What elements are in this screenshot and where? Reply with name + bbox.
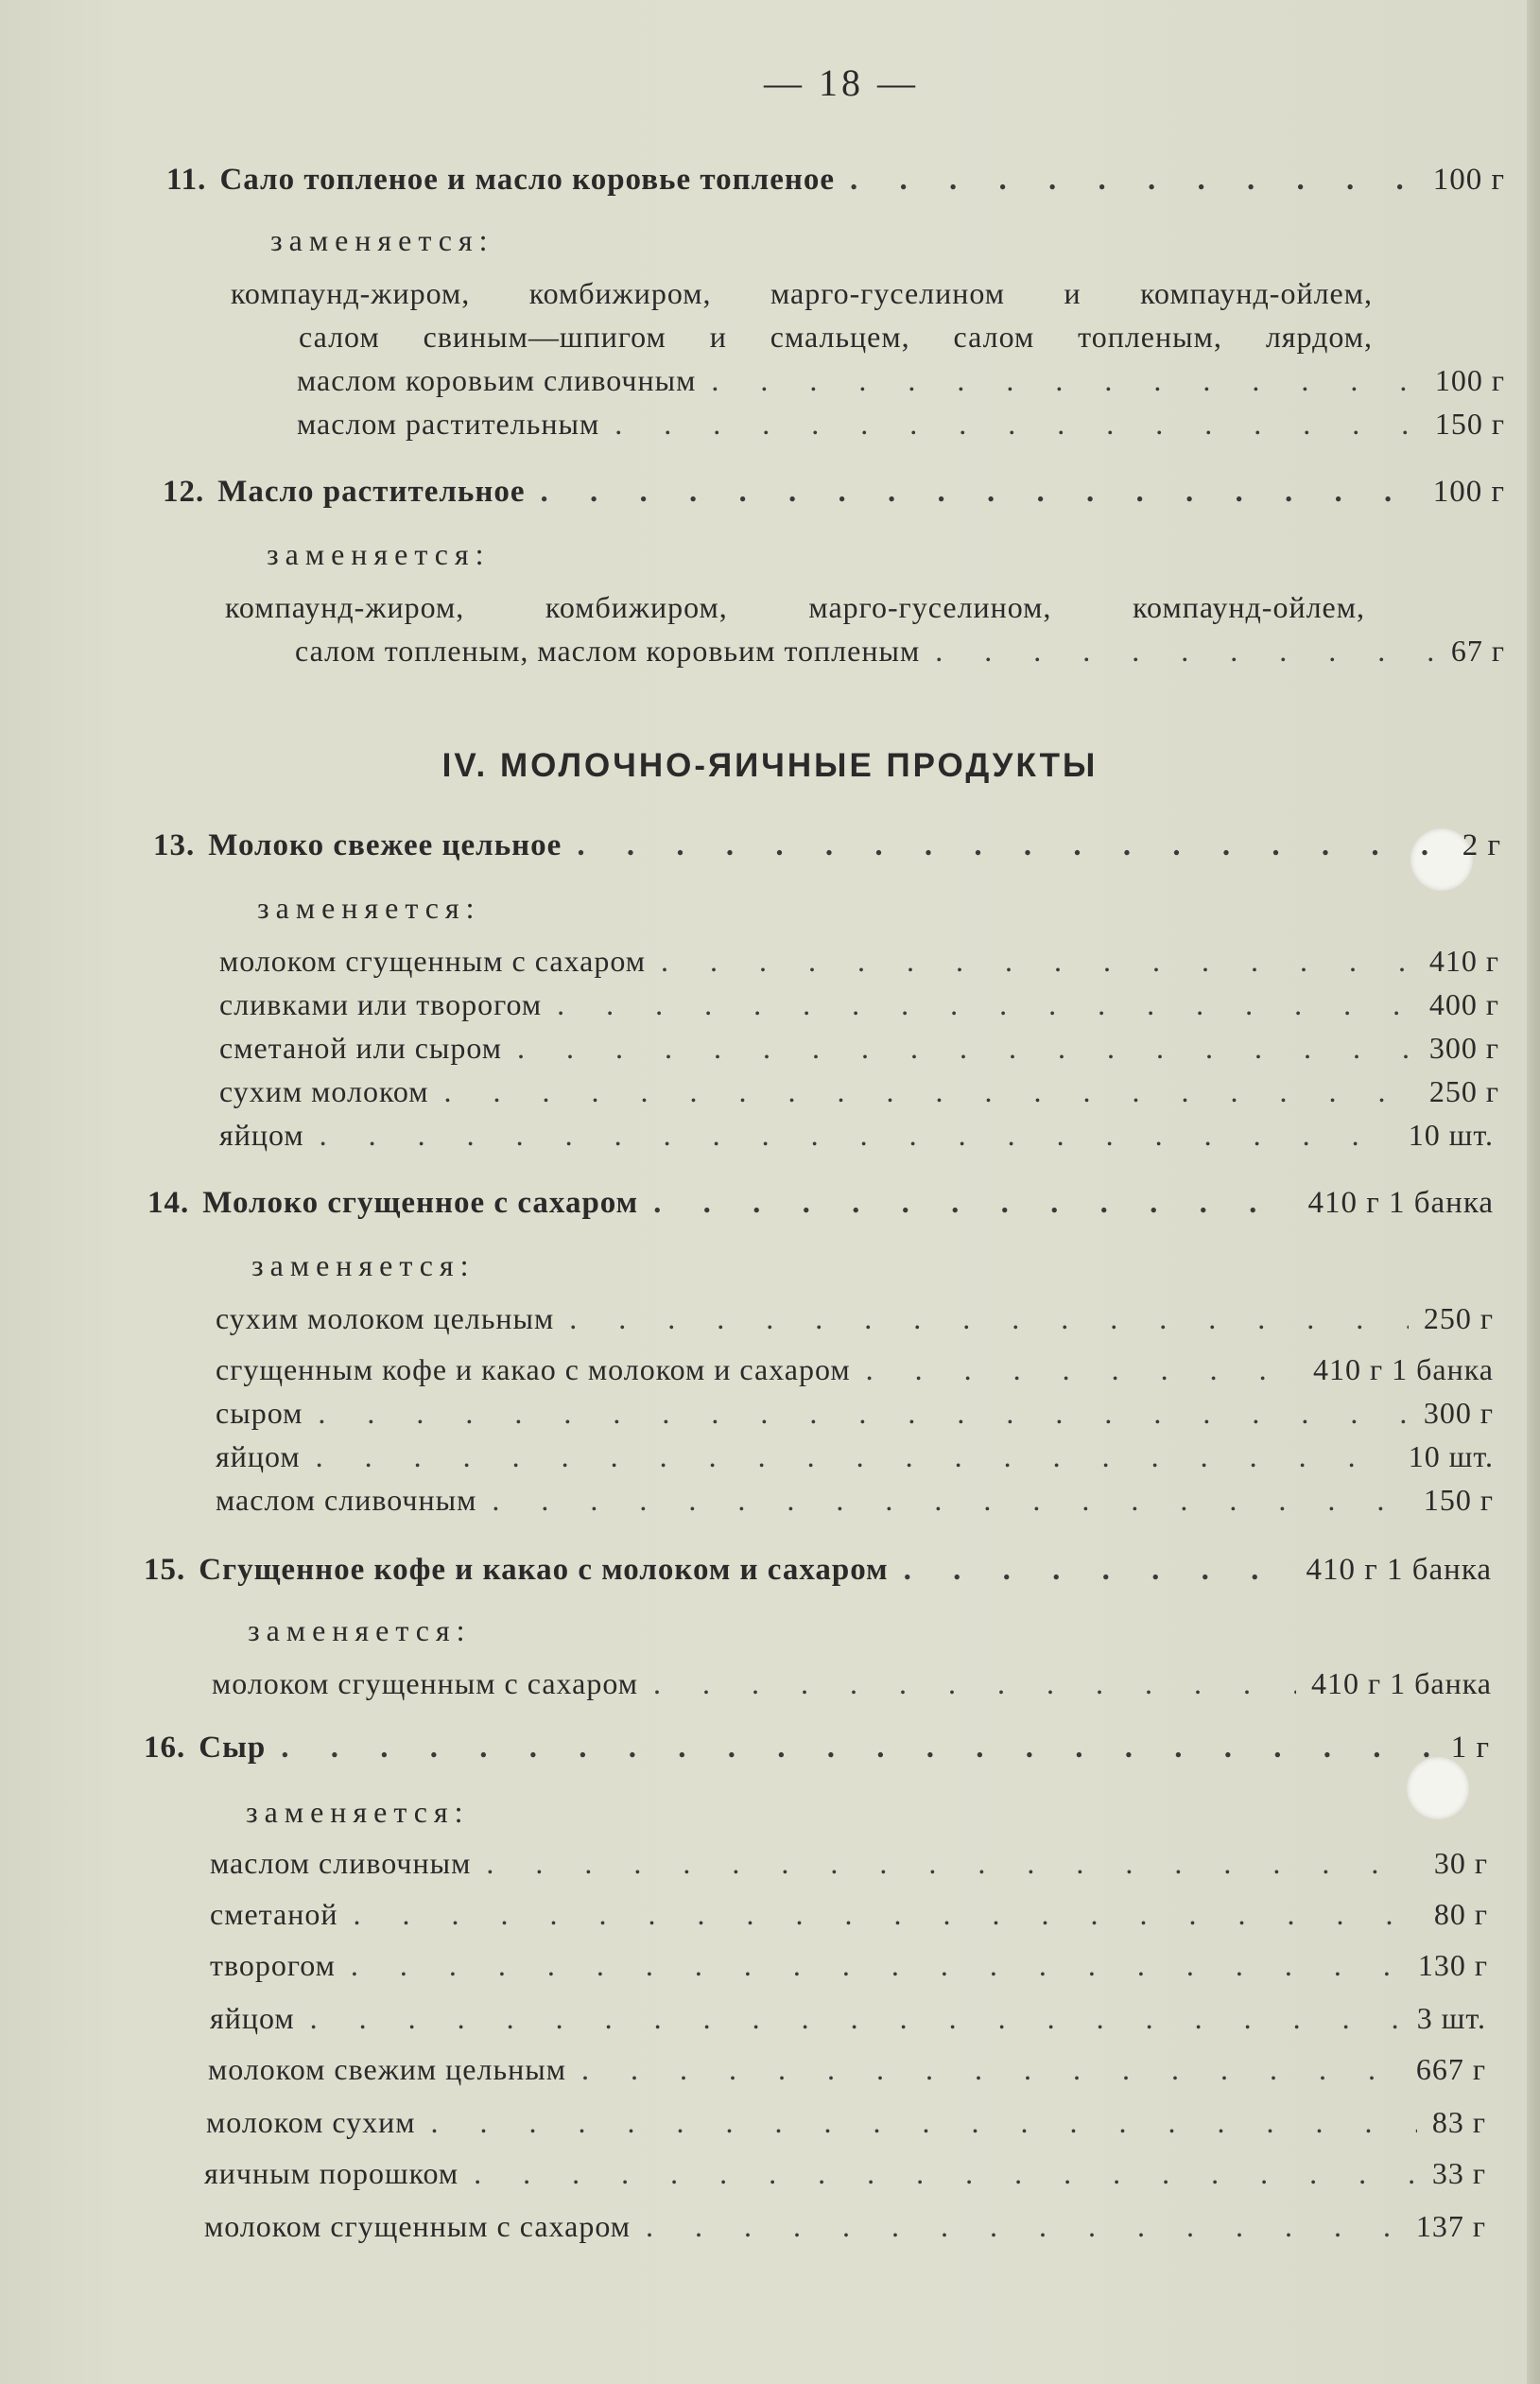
substitute-name: маслом сливочным — [216, 1483, 477, 1517]
item-number: 12. — [163, 475, 205, 509]
leader-dots — [614, 407, 1420, 442]
leader-dots — [850, 163, 1418, 198]
leader-dots — [904, 1553, 1291, 1588]
leader-dots — [486, 1846, 1419, 1881]
substitute-quantity: 150 г — [1423, 1483, 1494, 1517]
leader-dots — [281, 1731, 1436, 1766]
substitute-name: яйцом — [219, 1118, 304, 1152]
substitute-text: салом свиным—шпигом и смальцем, салом топленым, лярдом, — [299, 320, 1373, 354]
substitute-row — [204, 2156, 1486, 2191]
substitute-name: салом топленым, маслом коровьим топленым — [295, 634, 921, 668]
substitute-row — [297, 363, 1505, 398]
leader-dots — [577, 828, 1446, 863]
leader-dots — [310, 2001, 1402, 2036]
substitute-row — [219, 944, 1499, 979]
substitute-row — [297, 407, 1505, 442]
substitute-row — [216, 1483, 1494, 1518]
leader-dots — [581, 2052, 1401, 2087]
leader-dots — [431, 2105, 1417, 2140]
substitute-quantity: 150 г — [1434, 407, 1505, 441]
substitute-row — [216, 1439, 1494, 1474]
substitute-row — [216, 1396, 1494, 1431]
substitute-name: маслом коровьим сливочным — [297, 363, 697, 397]
substitute-row — [210, 1846, 1488, 1881]
leader-dots — [318, 1396, 1409, 1431]
substitute-quantity: 250 г — [1428, 1074, 1499, 1108]
substitute-name: молоком сгущенным с сахаром — [204, 2209, 631, 2243]
leader-dots — [541, 475, 1418, 510]
item-name: Молоко сгущенное с сахаром — [202, 1186, 639, 1220]
leader-dots — [866, 1352, 1298, 1387]
replaced-label: заменяется: — [251, 1248, 476, 1282]
item-number: 16. — [144, 1731, 186, 1765]
leader-dots — [711, 363, 1420, 398]
substitute-quantity: 10 шт. — [1408, 1118, 1494, 1152]
substitute-row — [212, 1666, 1492, 1701]
substitute-quantity: 400 г — [1428, 987, 1499, 1021]
substitute-quantity: 67 г — [1450, 634, 1505, 668]
substitute-row — [204, 2209, 1486, 2244]
substitute-quantity: 410 г — [1428, 944, 1499, 978]
substitute-quantity: 410 г 1 банка — [1311, 1666, 1492, 1700]
substitute-name: маслом сливочным — [210, 1846, 472, 1880]
substitute-name: сыром — [216, 1396, 303, 1430]
leader-dots — [557, 987, 1414, 1022]
substitute-row — [216, 1301, 1494, 1336]
section-title: IV. МОЛОЧНО-ЯИЧНЫЕ ПРОДУКТЫ — [441, 747, 1099, 784]
replaced-label: заменяется: — [267, 537, 491, 571]
leader-dots — [653, 1186, 1292, 1221]
item-number: 13. — [153, 828, 196, 862]
item-16-heading — [144, 1731, 1490, 1766]
substitute-quantity: 250 г — [1423, 1301, 1494, 1335]
substitute-row — [219, 987, 1499, 1022]
item-15-heading — [144, 1553, 1492, 1588]
substitute-quantity: 10 шт. — [1408, 1439, 1494, 1473]
substitute-quantity: 137 г — [1415, 2209, 1486, 2243]
leader-dots — [316, 1439, 1393, 1474]
replaced-label: заменяется: — [246, 1795, 470, 1829]
substitute-row — [210, 2001, 1486, 2036]
substitute-row — [210, 1948, 1488, 1983]
substitute-row — [219, 1031, 1499, 1066]
leader-dots — [653, 1666, 1296, 1701]
substitute-name: маслом растительным — [297, 407, 600, 441]
item-number: 11. — [166, 163, 207, 197]
item-12-heading — [163, 475, 1505, 510]
item-number: 14. — [147, 1186, 190, 1220]
substitute-name: творогом — [210, 1948, 336, 1982]
substitute-quantity: 80 г — [1433, 1897, 1488, 1931]
item-name: Молоко свежее цельное — [208, 828, 562, 862]
substitute-text: компаунд-жиром, комбижиром, марго-гуселином, компаунд-ойлем, — [225, 590, 1365, 624]
item-number: 15. — [144, 1553, 186, 1587]
item-quantity: 2 г — [1462, 828, 1501, 862]
item-quantity: 100 г — [1432, 475, 1505, 509]
page-edge — [1527, 0, 1540, 2384]
replaced-label: заменяется: — [257, 891, 481, 925]
substitute-row — [219, 1074, 1499, 1109]
substitute-row — [206, 2105, 1486, 2140]
page-number: — 18 — — [764, 61, 919, 104]
substitute-quantity: 300 г — [1428, 1031, 1499, 1065]
item-quantity: 100 г — [1432, 163, 1505, 197]
leader-dots — [661, 944, 1414, 979]
leader-dots — [351, 1948, 1403, 1983]
substitute-quantity: 3 шт. — [1416, 2001, 1486, 2035]
substitute-name: молоком сухим — [206, 2105, 416, 2139]
substitute-name: яйцом — [216, 1439, 301, 1473]
punch-hole — [1407, 1757, 1469, 1819]
item-14-heading — [147, 1186, 1494, 1221]
replaced-label: заменяется: — [270, 223, 494, 257]
substitute-name: сливками или творогом — [219, 987, 543, 1021]
substitute-quantity: 83 г — [1431, 2105, 1486, 2139]
substitute-name: молоком свежим цельным — [208, 2052, 566, 2086]
substitute-name: сухим молоком цельным — [216, 1301, 555, 1335]
substitute-quantity: 667 г — [1415, 2052, 1486, 2086]
substitute-quantity: 33 г — [1431, 2156, 1486, 2190]
substitute-name: молоком сгущенным с сахаром — [219, 944, 646, 978]
substitute-text: компаунд-жиром, комбижиром, марго-гуселином и компаунд-ойлем, — [231, 276, 1373, 310]
substitute-name: сухим молоком — [219, 1074, 429, 1108]
item-11-heading — [166, 163, 1505, 198]
substitute-quantity: 300 г — [1423, 1396, 1494, 1430]
leader-dots — [444, 1074, 1414, 1109]
substitute-row — [210, 1897, 1488, 1932]
leader-dots — [517, 1031, 1414, 1066]
substitute-name: сметаной — [210, 1897, 338, 1931]
leader-dots — [569, 1301, 1409, 1336]
substitute-quantity: 410 г 1 банка — [1313, 1352, 1494, 1386]
substitute-name: сгущенным кофе и какао с молоком и сахаром — [216, 1352, 851, 1386]
item-name: Сыр — [199, 1731, 267, 1765]
item-13-heading — [153, 828, 1501, 863]
item-name: Сало топленое и масло коровье топленое — [219, 163, 835, 197]
substitute-quantity: 100 г — [1434, 363, 1505, 397]
substitute-name: сметаной или сыром — [219, 1031, 503, 1065]
item-quantity: 410 г 1 банка — [1307, 1186, 1494, 1220]
substitute-name: яйцом — [210, 2001, 295, 2035]
substitute-row — [295, 634, 1505, 669]
leader-dots — [935, 634, 1436, 669]
leader-dots — [320, 1118, 1393, 1153]
leader-dots — [353, 1897, 1418, 1932]
leader-dots — [492, 1483, 1409, 1518]
replaced-label: заменяется: — [248, 1613, 472, 1647]
substitute-quantity: 30 г — [1433, 1846, 1488, 1880]
substitute-name: молоком сгущенным с сахаром — [212, 1666, 638, 1700]
substitute-quantity: 130 г — [1417, 1948, 1488, 1982]
leader-dots — [474, 2156, 1417, 2191]
substitute-row — [219, 1118, 1494, 1153]
leader-dots — [646, 2209, 1401, 2244]
item-name: Сгущенное кофе и какао с молоком и сахаром — [199, 1553, 889, 1587]
item-name: Масло растительное — [217, 475, 526, 509]
substitute-name: яичным порошком — [204, 2156, 459, 2190]
substitute-row — [216, 1352, 1494, 1387]
substitute-row — [208, 2052, 1486, 2087]
item-quantity: 410 г 1 банка — [1306, 1553, 1492, 1587]
item-quantity: 1 г — [1450, 1731, 1490, 1765]
